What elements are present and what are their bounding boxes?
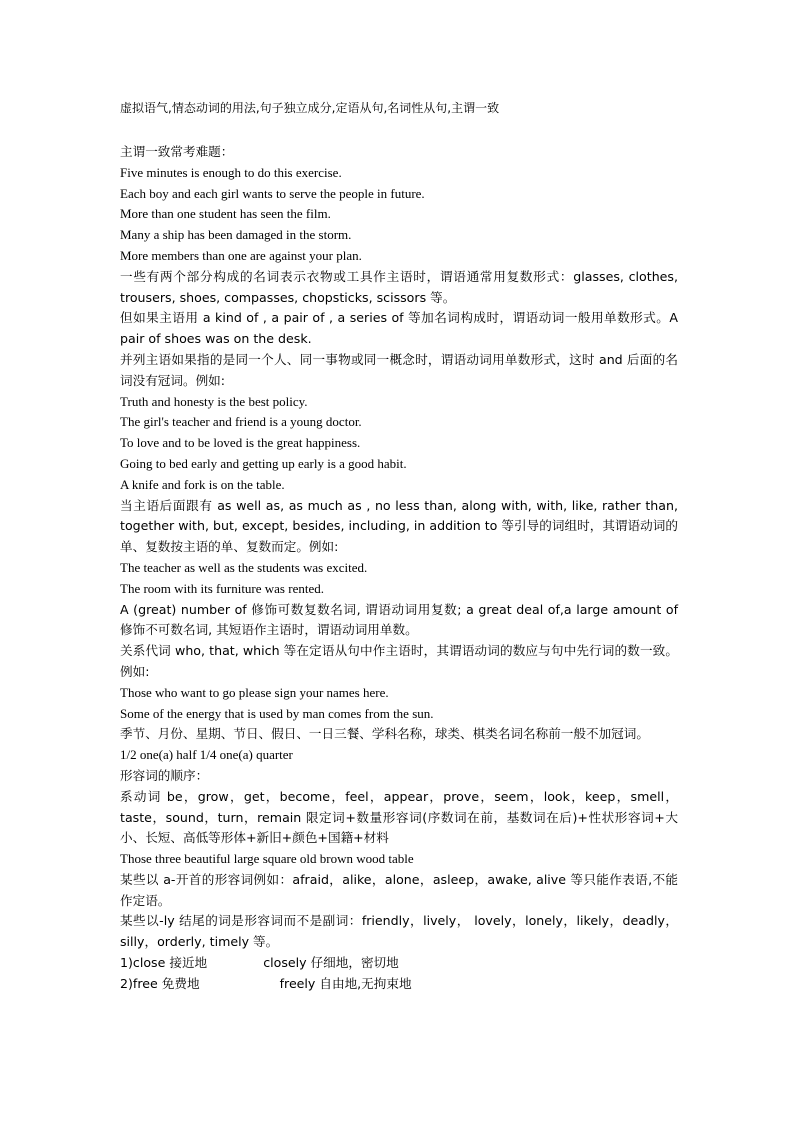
rule-paragraph: 某些以-ly 结尾的词是形容词而不是副词：friendly，lively， lovely，lonely，likely，deadly，silly，orderly, timely 等。 — [120, 913, 678, 950]
vocab-pair: 2)free 免费地 freely 自由地,无拘束地 — [120, 975, 412, 991]
topic-list: 虚拟语气,情态动词的用法,句子独立成分,定语从句,名词性从句,主谓一致 — [120, 101, 500, 115]
example-sentence: 1/2 one(a) half 1/4 one(a) quarter — [120, 747, 293, 763]
rule-paragraph: 并列主语如果指的是同一个人、同一事物或同一概念时，谓语动词用单数形式，这时 and 后面的名词没有冠词。例如: — [120, 351, 678, 388]
example-sentence: Some of the energy that is used by man comes from the sun. — [120, 705, 434, 721]
rule-paragraph: 季节、月份、星期、节日、假日、一日三餐、学科名称，球类、棋类名词名称前一般不加冠词。 — [120, 726, 649, 742]
rule-paragraph: 某些以 a-开首的形容词例如：afraid，alike，alone，asleep，awake, alive 等只能作表语,不能作定语。 — [120, 871, 678, 908]
section-heading: 主谓一致常考难题： — [120, 144, 234, 159]
rule-paragraph: 但如果主语用 a kind of , a pair of , a series of 等加名词构成时，谓语动词一般用单数形式。A pair of shoes was on the desk. — [120, 310, 678, 347]
example-sentence: To love and to be loved is the great happiness. — [120, 435, 361, 451]
example-sentence: Each boy and each girl wants to serve the people in future. — [120, 185, 425, 201]
example-sentence: Many a ship has been damaged in the storm. — [120, 227, 352, 243]
document-body — [120, 142, 678, 995]
vocab-pair: 1)close 接近地 closely 仔细地，密切地 — [120, 955, 399, 971]
rule-paragraph: 当主语后面跟有 as well as, as much as , no less than, along with, with, like, rather than, together with, but, except, besides, including, in addition to 等引导的词组时，其谓语动词的单、复数按主语的单、复数而定。例如: — [120, 497, 678, 555]
rule-paragraph: A (great) number of 修饰可数复数名词, 谓语动词用复数; a great deal of,a large amount of 修饰不可数名词, 其短语作主语时，谓语动词用单数。 — [120, 601, 678, 638]
example-sentence: Going to bed early and getting up early is a good habit. — [120, 455, 407, 471]
rule-paragraph: 系动词 be，grow，get，become，feel，appear，prove，seem，look，keep，smell，taste，sound，turn，remain 限定词+数量形容词(序数词在前，基数词在后)+性状形容词+大小、长短、高低等形体+新旧+颜色+国籍+材料 — [120, 788, 678, 846]
example-sentence: The teacher as well as the students was excited. — [120, 559, 368, 575]
rule-paragraph: 一些有两个部分构成的名词表示衣物或工具作主语时，谓语通常用复数形式：glasses, clothes, trousers, shoes, compasses, chopsticks, scissors 等。 — [120, 268, 678, 305]
example-sentence: More members than one are against your plan. — [120, 247, 362, 263]
rule-paragraph: 关系代词 who, that, which 等在定语从句中作主语时，其谓语动词的数应与句中先行词的数一致。例如: — [120, 643, 678, 679]
example-sentence: Those three beautiful large square old brown wood table — [120, 851, 414, 867]
example-sentence: Five minutes is enough to do this exercise. — [120, 164, 342, 180]
example-sentence: A knife and fork is on the table. — [120, 476, 285, 492]
example-sentence: Those who want to go please sign your names here. — [120, 684, 389, 700]
example-sentence: Truth and honesty is the best policy. — [120, 393, 308, 409]
example-sentence: The room with its furniture was rented. — [120, 580, 324, 596]
section-heading: 形容词的顺序： — [120, 767, 209, 783]
example-sentence: The girl's teacher and friend is a young doctor. — [120, 414, 362, 430]
example-sentence: More than one student has seen the film. — [120, 206, 331, 222]
